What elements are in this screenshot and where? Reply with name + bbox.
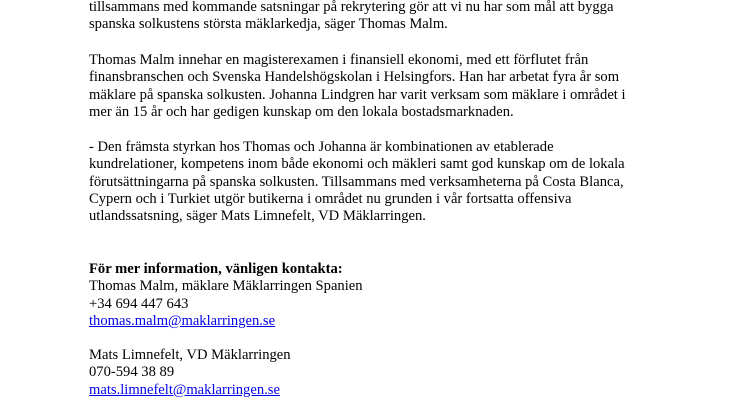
quote-line-2: kundrelationer, kompetens inom både ekonomi och mäkleri samt god kunskap om de lokala (89, 156, 625, 173)
bio-paragraph (89, 52, 739, 121)
intro-paragraph (89, 0, 739, 34)
intro-line-1: tillsammans med kommande satsningar på rekrytering gör att vi nu har som mål att bygga (89, 0, 614, 15)
bio-line-3: mäklare på spanska solkusten. Johanna Lindgren har varit verksam som mäklare i området i (89, 86, 626, 103)
bio-line-2: finansbranschen och Svenska Handelshögskolan i Helsingfors. Han har arbetat fyra år som (89, 69, 620, 86)
contact-1-name-title: Thomas Malm, mäklare Mäklarringen Spanien (89, 278, 363, 295)
contact-2-email-link[interactable]: mats.limnefelt@maklarringen.se (89, 381, 280, 398)
quote-paragraph (89, 139, 739, 225)
quote-line-1: - Den främsta styrkan hos Thomas och Johanna är kombinationen av etablerade (89, 139, 554, 155)
bio-line-1: Thomas Malm innehar en magisterexamen i finansiell ekonomi, med ett förflutet från (89, 52, 589, 68)
contact-1-phone: +34 694 447 643 (89, 295, 189, 312)
contact-heading: För mer information, vänligen kontakta: (89, 261, 343, 277)
contact-1-email-link[interactable]: thomas.malm@maklarringen.se (89, 312, 276, 329)
contact-2-phone: 070-594 38 89 (89, 364, 175, 381)
quote-line-4: Cypern och i Turkiet utgör butikerna i området nu grunden i vår fortsatta offensiva (89, 190, 572, 207)
quote-line-3: förutsättningarna på spanska solkusten. Tillsammans med verksamheterna på Costa Blanca, (89, 173, 624, 190)
quote-line-5: utlandssatsning, säger Mats Limnefelt, VD Mäklarringen. (89, 208, 426, 225)
contact-section (89, 261, 739, 330)
intro-line-2: spanska solkustens största mäklarkedja, säger Thomas Malm. (89, 16, 448, 33)
contact-2-name-title: Mats Limnefelt, VD Mäklarringen (89, 347, 291, 363)
contact-section-2 (89, 347, 739, 399)
bio-line-4: mer än 15 år och har gedigen kunskap om den lokala bostadsmarknaden. (89, 103, 514, 120)
